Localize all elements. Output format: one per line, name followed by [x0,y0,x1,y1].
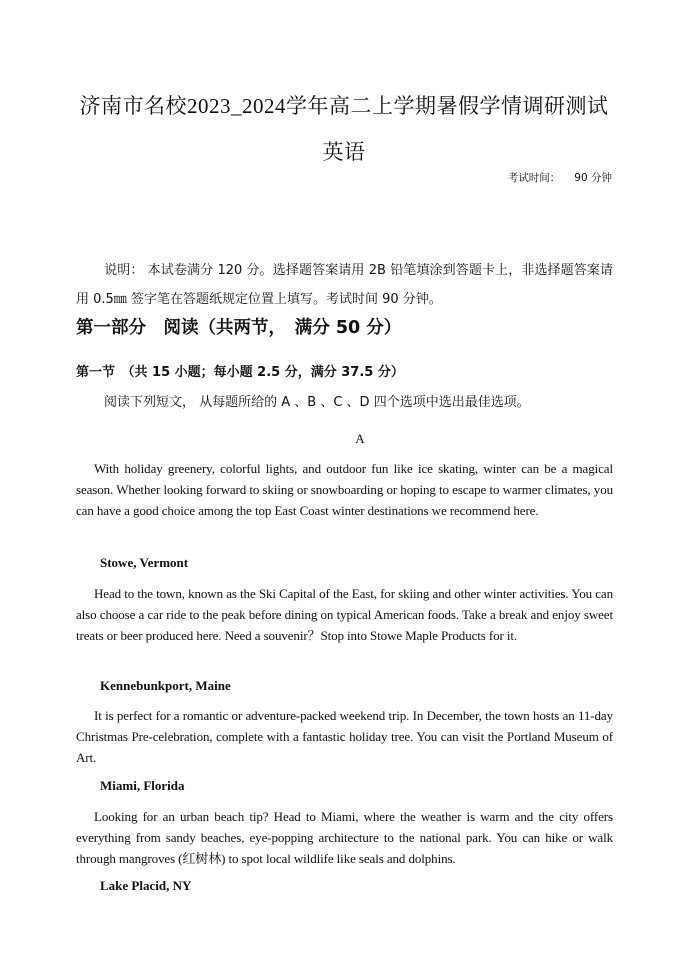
place-name: Kennebunkport, Maine [100,678,231,693]
place-text: It is perfect for a romantic or adventure-packed weekend trip. In December, the town hosts an 11-day Christmas Pre-celebration, complete with a fantastic holiday tree. You can visit the Portland Museum of Art. [76,708,613,765]
place-text: Head to the town, known as the Ski Capital of the East, for skiing and other winter activities. You can also choose a car ride to the peak before dining on typical American foods. Take a break and enjoy sweet treats or beer produced here. Need a souvenir？Stop into Stowe Maple Products for it. [76,586,613,643]
place-text: Looking for an urban beach tip? Head to Miami, where the weather is warm and the city offers everything from sandy beaches, eye-popping architecture to the national park. You can hike or walk through mangroves (红树林) to spot local wildlife like seals and dolphins. [76,809,613,866]
exam-time [508,170,612,185]
subject-title: 英语 [322,140,366,164]
passage-intro: With holiday greenery, colorful lights, and outdoor fun like ice skating, winter can be a magical season. Whether looking forward to skiing or snowboarding or hoping to escape to warmer climates, you can have a good choice among the top East Coast winter destinations we recommend here. [76,461,613,518]
instructions-note [76,256,613,314]
section-instruction: 阅读下列短文， 从每题所给的 A 、B 、C 、D 四个选项中选出最佳选项。 [104,395,530,410]
place-name: Lake Placid, NY [100,878,192,893]
place-name: Miami, Florida [100,778,185,793]
exam-time-label: 考试时间： [507,172,561,184]
place-name: Stowe, Vermont [100,555,189,570]
passage-letter: A [355,431,365,446]
exam-title: 济南市名校2023_2024学年高二上学期暑假学情调研测试 [79,94,609,118]
exam-time-value: 90 分钟 [574,172,612,184]
note-text: 说明： 本试卷满分 120 分。选择题答案请用 2B 铅笔填涂到答题卡上，非选择题答案请用 0.5㎜ 签字笔在答题纸规定位置上填写。考试时间 90 分钟。 [76,263,613,307]
part-heading: 第一部分 阅读（共两节， 满分 50 分） [76,318,402,338]
section-heading: 第一节 （共 15 小题；每小题 2.5 分，满分 37.5 分） [76,365,404,380]
